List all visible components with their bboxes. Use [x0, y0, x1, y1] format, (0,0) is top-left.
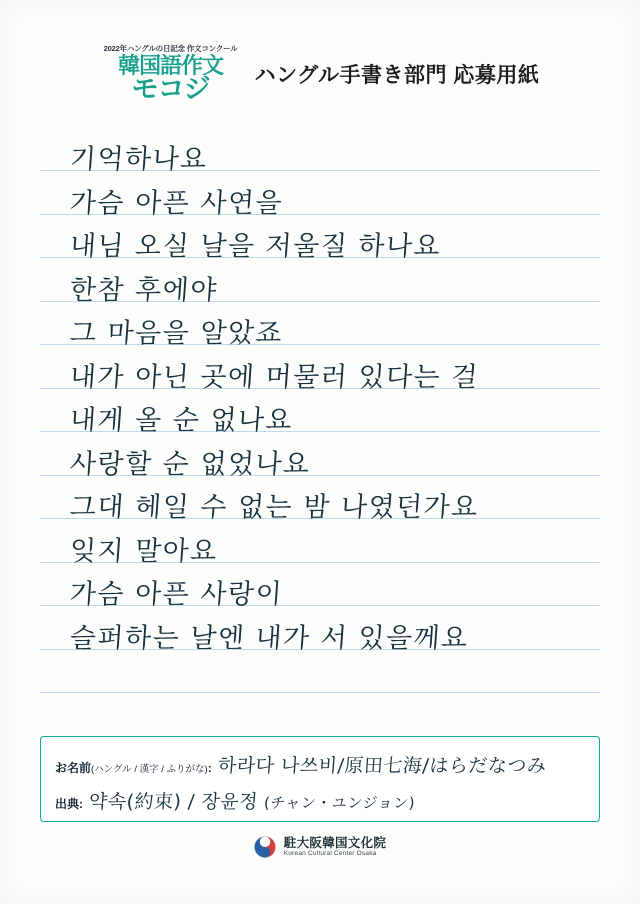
handwritten-line: 사랑할 순 없었나요 [68, 448, 312, 480]
contest-logo-sub: モコジ [131, 74, 210, 105]
rule-line [40, 692, 600, 693]
handwritten-line: 가슴 아픈 사연을 [68, 187, 285, 219]
applicant-info-box [40, 736, 600, 822]
name-label-main: お名前 [55, 761, 92, 775]
contest-logo-tagline: 2022年ハングルの日記念 作文コンクール [103, 43, 238, 53]
source-row [55, 787, 415, 814]
handwritten-line: 내게 올 순 없나요 [68, 405, 295, 436]
handwritten-line: 내님 오실 날을 저울질 하나요 [68, 231, 443, 262]
organization-name-en: Korean Cultural Center Osaka [283, 850, 377, 858]
handwritten-line: 잊지 말아요 [68, 535, 219, 567]
name-label [55, 759, 212, 776]
name-row [55, 751, 546, 778]
organization-name-ko: 駐大阪韓国文化院 [283, 836, 387, 851]
handwritten-line: 가슴 아픈 사랑이 [68, 579, 285, 610]
contest-logo [101, 45, 241, 104]
taegeuk-icon [254, 836, 276, 858]
source-label: 出典: [55, 797, 83, 811]
handwritten-line: 그대 헤일 수 없는 밤 나였던가요 [68, 492, 480, 523]
organization-name [284, 836, 386, 858]
name-label-sub: (ハングル / 漢字 / ふりがな) [91, 764, 208, 775]
handwritten-line: 한참 후에야 [68, 274, 219, 306]
page-title: ハングル手書き部門 応募用紙 [254, 64, 540, 87]
writing-area [40, 144, 600, 722]
sheet-footer [0, 836, 640, 858]
name-value: 하라다 나쓰비/原田七海/はらだなつみ [216, 755, 547, 777]
source-value: 약속(約束) / 장윤정 [88, 791, 259, 813]
sheet-header [0, 28, 640, 120]
handwritten-line: 기억하나요 [68, 144, 209, 175]
contest-logo-main: 韓国語作文 [118, 53, 224, 79]
handwritten-line: 그 마음을 알았죠 [68, 318, 285, 349]
handwritten-line: 슬퍼하는 날엔 내가 서 있을께요 [68, 622, 470, 654]
source-value-reading: (チャン・ユンジョン) [263, 794, 416, 812]
name-label-colon: : [207, 761, 212, 775]
handwritten-line: 내가 아닌 곳에 머물러 있다는 걸 [68, 361, 480, 393]
